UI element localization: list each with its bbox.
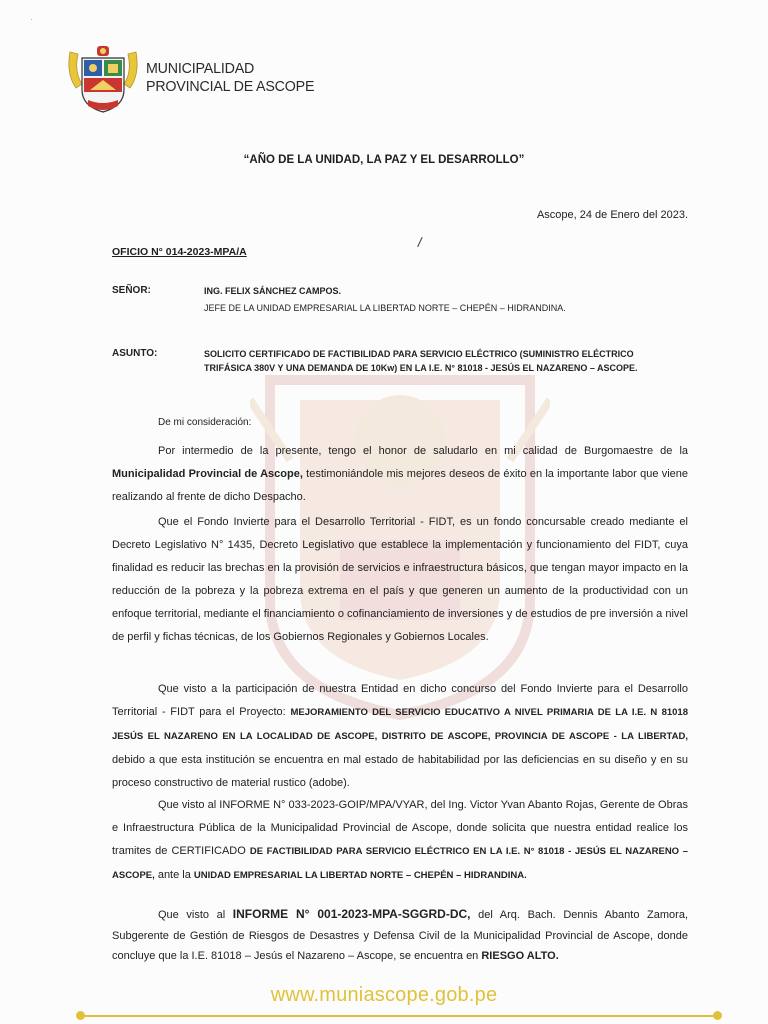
paragraph-3-text-a: Que visto a la participación de nuestra Entidad en dicho concurso del Fondo Invierte para el Desarrollo Territorial - FIDT para el Proyecto: xyxy=(112,683,688,718)
footer-website: www.muniascope.gob.pe xyxy=(270,984,498,1006)
subject-label: ASUNTO: xyxy=(112,348,158,359)
org-name-line-2: PROVINCIAL DE ASCOPE xyxy=(146,78,315,95)
footer-rule-dot-left xyxy=(76,1011,85,1020)
subject-line-2: TRIFÁSICA 380V Y UNA DEMANDA DE 10Kw) EN LA I.E. N° 81018 - JESÚS EL NAZARENO – ASCOPE. xyxy=(204,363,638,373)
letter-date: Ascope, 24 de Enero del 2023. xyxy=(536,209,688,221)
paragraph-4-company: UNIDAD EMPRESARIAL LA LIBERTAD NORTE – CHEPÉN – HIDRANDINA. xyxy=(193,869,527,881)
paragraph-3-project-name: MEJORAMIENTO DEL SERVICIO EDUCATIVO A NIVEL PRIMARIA DE LA I.E. N 81018 JESÚS EL NAZARENO EN LA LOCALIDAD DE ASCOPE, DISTRITO DE ASCOPE, PROVINCIA DE ASCOPE - LA LIBERTAD, xyxy=(112,706,688,742)
paragraph-1-text-c: testimoniándole mis mejores deseos de éxito en la importante labor que viene realizando al frente de dicho Despacho. xyxy=(112,467,688,503)
paragraph-5-report: INFORME N° 001-2023-MPA-SGGRD-DC, xyxy=(232,907,471,921)
paragraph-5-risk: RIESGO ALTO. xyxy=(481,950,559,962)
paragraph-4-certificate: DE FACTIBILIDAD PARA SERVICIO ELÉCTRICO EN LA I.E. N° 81018 - JESÚS EL NAZARENO – ASCOPE, xyxy=(112,845,688,881)
footer-rule xyxy=(80,1015,718,1017)
year-motto: “AÑO DE LA UNIDAD, LA PAZ Y EL DESARROLLO” xyxy=(243,154,525,166)
paragraph-3 xyxy=(112,678,688,795)
paragraph-2 xyxy=(112,511,688,648)
paragraph-1-text-a: Por intermedio de la presente, tengo el honor de saludarlo en mi calidad de Burgomaestre de la xyxy=(158,445,688,457)
paragraph-5-text-c: del Arq. Bach. Dennis Abanto Zamora, Subgerente de Gestión de Riesgos de Desastres y Defensa Civil de la Municipalidad Provincial de Ascope, donde concluye que la I.E. 81018 – Jesús el Nazareno – Ascope, se encuentra en xyxy=(112,909,688,962)
municipality-coat-of-arms-logo xyxy=(66,44,140,114)
paragraph-1-bold-entity: Municipalidad Provincial de Ascope, xyxy=(112,467,303,480)
paragraph-4-text-c: ante la xyxy=(154,868,194,881)
municipality-name xyxy=(146,60,314,96)
org-name-line-1: MUNICIPALIDAD xyxy=(146,60,255,77)
footer-rule-dot-right xyxy=(713,1011,722,1020)
recipient-label: SEÑOR: xyxy=(112,285,151,296)
paragraph-5-text-a: Que visto al xyxy=(158,909,233,921)
letter-reference: OFICIO N° 014-2023-MPA/A xyxy=(112,246,247,258)
paragraph-1 xyxy=(112,440,688,509)
subject-line-1: SOLICITO CERTIFICADO DE FACTIBILIDAD PARA SERVICIO ELÉCTRICO (SUMINISTRO ELÉCTRICO xyxy=(204,349,634,359)
paragraph-4-text-a: Que visto al INFORME N° 033-2023-GOIP/MPA/VYAR, del Ing. Victor Yvan Abanto Rojas, Gerente de Obras e Infraestructura Pública de la Municipalidad Provincial de Ascope, donde solicita que nuestra entidad realice los tramites de CERTIFICADO xyxy=(112,799,688,857)
recipient-name: ING. FELIX SÁNCHEZ CAMPOS. xyxy=(204,286,342,296)
salutation: De mi consideración: xyxy=(158,417,252,428)
paragraph-2-text: Que el Fondo Invierte para el Desarrollo Territorial - FIDT, es un fondo concursable creado mediante el Decreto Legislativo N° 1435, Decreto Legislativo que establece la implementación y funcionamiento del FIDT, cuya finalidad es reducir las brechas en la provisión de servicios e infraestructura básicos, que tengan mayor impacto en la reducción de la pobreza y la pobreza extrema en el país y que generen un aumento de la productividad con un enfoque territorial, mediante el financiamiento o cofinanciamiento de inversiones y de estudios de pre inversión a nivel de perfil y fichas técnicas, de los Gobiernos Regionales y Gobiernos Locales. xyxy=(112,516,688,643)
recipient-title: JEFE DE LA UNIDAD EMPRESARIAL LA LIBERTAD NORTE – CHEPÉN – HIDRANDINA. xyxy=(204,303,566,313)
paragraph-4 xyxy=(112,794,688,888)
scan-mark: · xyxy=(30,14,33,24)
paragraph-5 xyxy=(112,904,688,967)
handwritten-mark: / xyxy=(416,233,424,251)
paragraph-3-text-c: debido a que esta institución se encuentra en mal estado de habitabilidad por las deficiencias en su diseño y en su proceso constructivo de material rustico (adobe). xyxy=(112,753,688,789)
